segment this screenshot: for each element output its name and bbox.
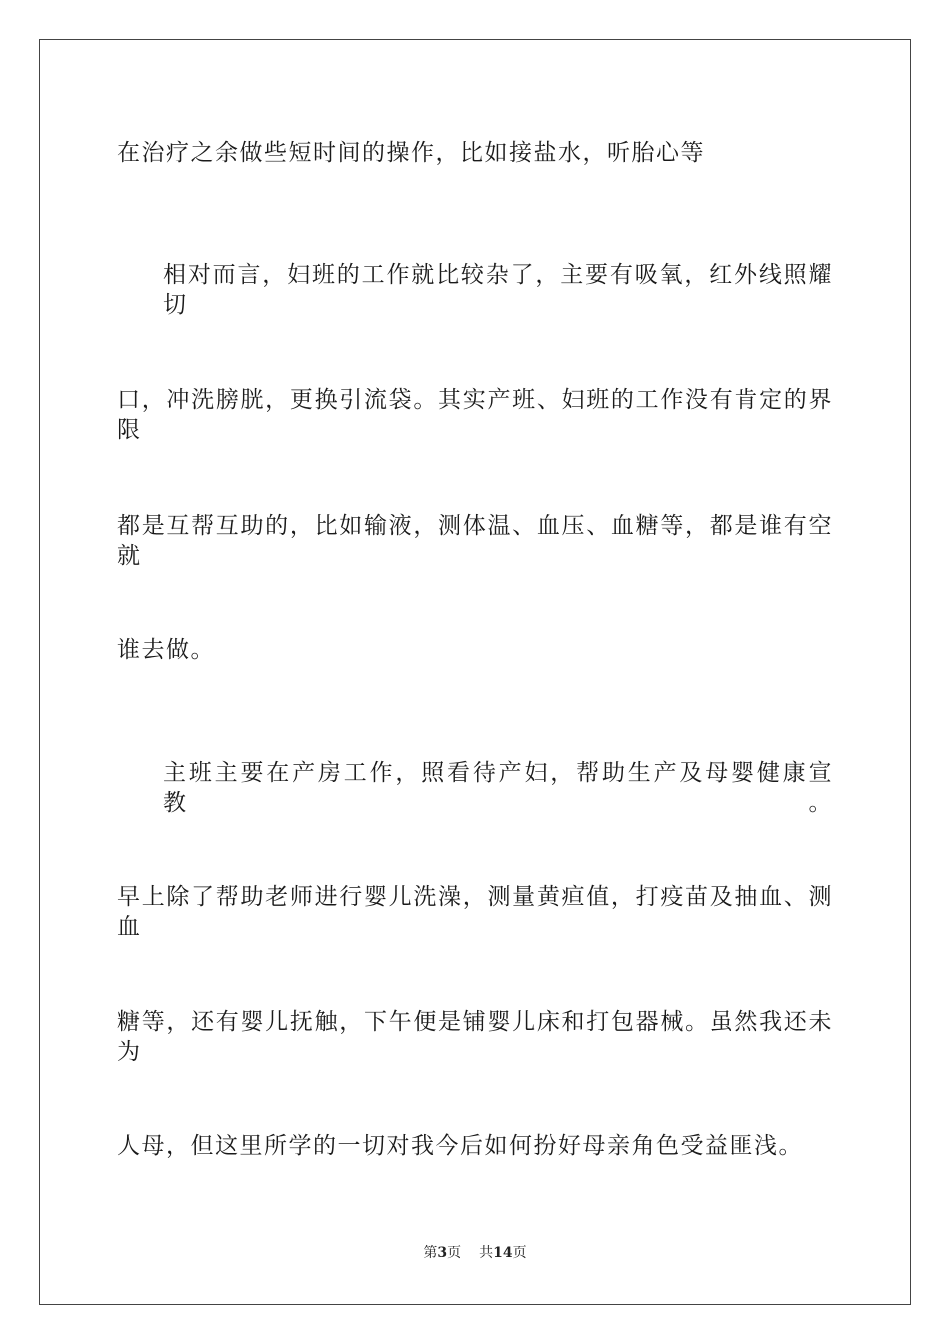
page-border bbox=[39, 39, 911, 1305]
text-line-7: 早上除了帮助老师进行婴儿洗澡，测量黄疸值，打疫苗及抽血、测血 bbox=[117, 884, 833, 940]
text-line-3: 口，冲洗膀胱，更换引流袋。其实产班、妇班的工作没有肯定的界限 bbox=[117, 387, 833, 443]
text-line-4: 都是互帮互助的，比如输液，测体温、血压、血糖等，都是谁有空就 bbox=[117, 513, 833, 569]
footer-page-prefix: 第 bbox=[423, 1245, 438, 1261]
footer-total-pages: 14 bbox=[493, 1245, 513, 1261]
page-footer bbox=[0, 1244, 950, 1262]
text-line-8: 糖等，还有婴儿抚触，下午便是铺婴儿床和打包器械。虽然我还未为 bbox=[117, 1009, 833, 1065]
footer-page-suffix: 页 bbox=[447, 1245, 462, 1261]
footer-total-suffix: 页 bbox=[512, 1245, 527, 1261]
text-line-5: 谁去做。 bbox=[117, 637, 215, 663]
footer-total-prefix: 共 bbox=[479, 1245, 494, 1261]
text-line-1: 在治疗之余做些短时间的操作，比如接盐水，听胎心等 bbox=[117, 140, 705, 166]
text-line-6: 主班主要在产房工作，照看待产妇，帮助生产及母婴健康宣教。 bbox=[163, 760, 833, 816]
text-line-2: 相对而言，妇班的工作就比较杂了，主要有吸氧，红外线照耀切 bbox=[163, 262, 833, 318]
text-line-9: 人母，但这里所学的一切对我今后如何扮好母亲角色受益匪浅。 bbox=[117, 1133, 803, 1159]
footer-page-number: 3 bbox=[437, 1245, 448, 1261]
